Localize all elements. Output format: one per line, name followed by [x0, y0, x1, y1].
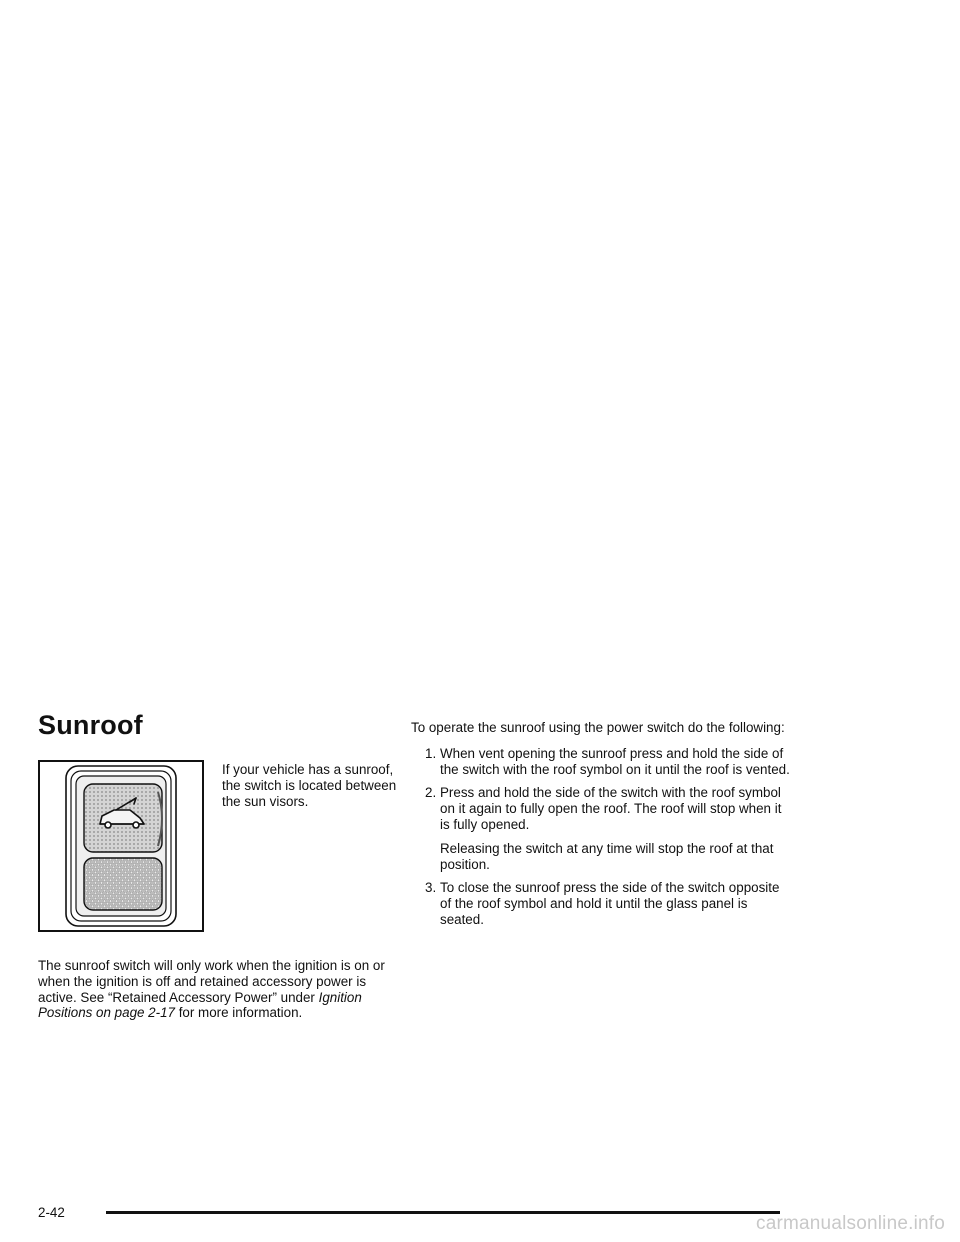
step-item	[411, 880, 791, 927]
step-item	[411, 785, 791, 872]
steps-list	[411, 746, 791, 928]
step-text: When vent opening the sunroof press and hold the side of the switch with the roof symbol on it until the roof is vented.	[440, 745, 790, 777]
instructions-intro: To operate the sunroof using the power switch do the following:	[411, 720, 785, 735]
body-text-end: for more information.	[174, 1005, 303, 1021]
step-number: 3.	[425, 880, 437, 896]
step-number: 2.	[425, 785, 437, 801]
watermark: carmanualsonline.info	[756, 1213, 946, 1234]
figure-caption: If your vehicle has a sunroof, the switch is located between the sun visors.	[222, 762, 397, 809]
sunroof-switch-illustration	[38, 760, 204, 932]
step-note: Releasing the switch at any time will stop the roof at that position.	[440, 840, 774, 872]
body-paragraph	[38, 958, 403, 1021]
sunroof-switch-icon	[40, 762, 202, 930]
step-item	[411, 746, 791, 778]
body-text-start: The sunroof switch will only work when the ignition is on or when the ignition is off and retained accessory power is active. See “Retained Accessory Power” under	[38, 958, 385, 1005]
step-text: To close the sunroof press the side of the switch opposite of the roof symbol and hold it until the glass panel is seated.	[440, 880, 780, 927]
footer-rule	[106, 1211, 780, 1214]
step-number: 1.	[425, 745, 437, 761]
page-number: 2-42	[38, 1205, 65, 1220]
step-text: Press and hold the side of the switch with the roof symbol on it again to fully open the roof. The roof will stop when it is fully opened.	[440, 785, 782, 832]
instructions-column	[411, 720, 791, 936]
ignition-positions-link[interactable]: Ignition Positions on page 2-17	[38, 989, 362, 1021]
page-title: Sunroof	[38, 710, 143, 740]
